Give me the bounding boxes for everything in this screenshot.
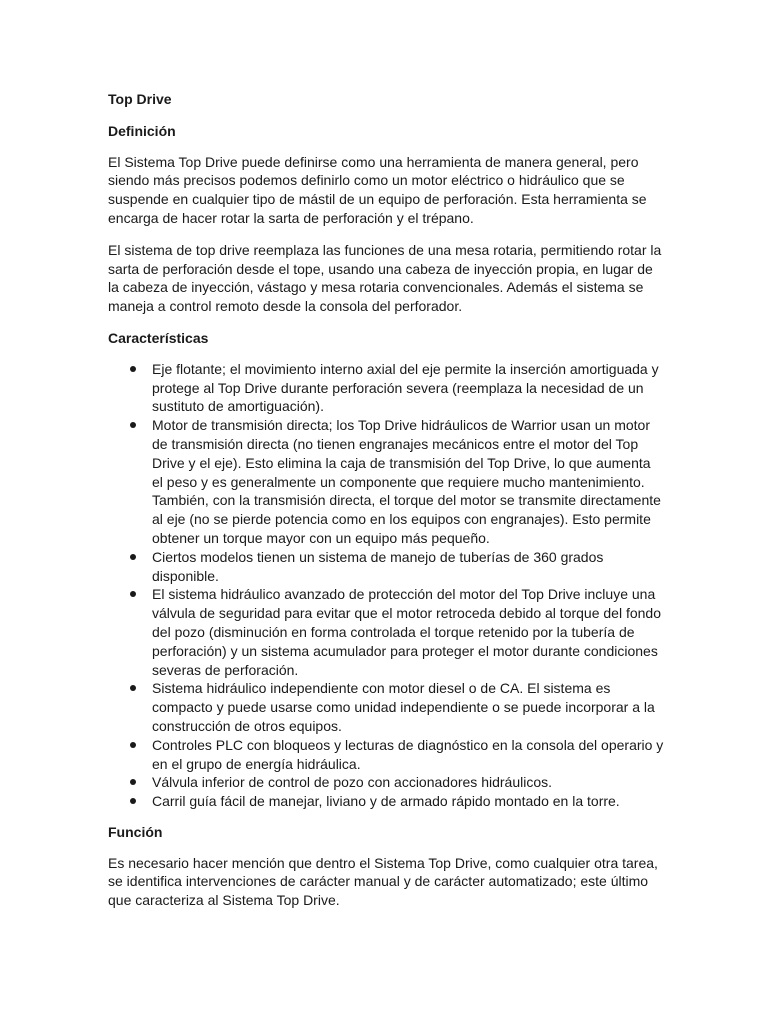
bullet-icon	[130, 779, 136, 785]
section-heading-funcion: Función	[108, 823, 163, 840]
bullet-icon	[130, 591, 136, 597]
bullet-icon	[130, 422, 136, 428]
list-item	[108, 736, 664, 774]
list-item-text: Controles PLC con bloqueos y lecturas de diagnóstico en la consola del operario y en el grupo de energía hidráulica.	[152, 736, 664, 772]
list-item	[108, 416, 664, 548]
document-page	[108, 90, 664, 923]
paragraph: El Sistema Top Drive puede definirse como una herramienta de manera general, pero siendo más precisos podemos definirlo como un motor eléctrico o hidráulico que se suspende en cualquier tipo de mástil de un equipo de perforación. Esta herramienta se encarga de hacer rotar la sarta de perforación y el trépano.	[108, 153, 647, 226]
section-caracteristicas	[108, 329, 664, 811]
bullet-icon	[130, 798, 136, 804]
list-item	[108, 792, 664, 811]
list-item-text: Válvula inferior de control de pozo con accionadores hidráulicos.	[152, 774, 553, 791]
bullet-icon	[130, 366, 136, 372]
list-item	[108, 360, 664, 416]
list-item	[108, 773, 664, 792]
bullet-icon	[130, 685, 136, 691]
section-definicion	[108, 122, 664, 316]
bullet-icon	[130, 554, 136, 560]
list-item-text: Eje flotante; el movimiento interno axial del eje permite la inserción amortiguada y protege al Top Drive durante perforación severa (reemplaza la necesidad de un sustituto de amortiguación).	[152, 360, 659, 415]
list-item-text: Sistema hidráulico independiente con motor diesel o de CA. El sistema es compacto y puede usarse como unidad independiente o se puede incorporar a la construcción de otros equipos.	[152, 680, 655, 734]
list-item-text: Carril guía fácil de manejar, liviano y de armado rápido montado en la torre.	[152, 793, 620, 810]
section-funcion	[108, 823, 664, 910]
list-item	[108, 548, 664, 586]
paragraph: El sistema de top drive reemplaza las funciones de una mesa rotaria, permitiendo rotar la sarta de perforación desde el tope, usando una cabeza de inyección propia, en lugar de la cabeza de inyección, vástago y mesa rotaria convencionales. Además el sistema se maneja a control remoto desde la consola del perforador.	[108, 241, 662, 315]
list-item	[108, 679, 664, 735]
section-heading-caracteristicas: Características	[108, 329, 209, 346]
section-heading-definicion: Definición	[108, 122, 176, 139]
list-item-text: Motor de transmisión directa; los Top Drive hidráulicos de Warrior usan un motor de transmisión directa (no tienen engranajes mecánicos entre el motor del Top Drive y el eje). Esto elimina la caja de transmisión del Top Drive, lo que aumenta el peso y es generalmente un componente que requiere mucho mantenimiento. También, con la transmisión directa, el torque del motor se transmite directamente al eje (no se pierde potencia como en los equipos con engranajes). Esto permite obtener un torque mayor con un equipo más pequeño.	[152, 417, 661, 546]
list-item-text: El sistema hidráulico avanzado de protección del motor del Top Drive incluye una válvula de seguridad para evitar que el motor retroceda debido al torque del fondo del pozo (disminución en forma controlada el torque retenido por la tubería de perforación) y un sistema acumulador para proteger el motor durante condiciones severas de perforación.	[152, 586, 661, 678]
paragraph: Es necesario hacer mención que dentro el Sistema Top Drive, como cualquier otra tarea, se identifica intervenciones de carácter manual y de carácter automatizado; este último que caracteriza al Sistema Top Drive.	[108, 854, 658, 909]
bullet-icon	[130, 742, 136, 748]
document-title: Top Drive	[108, 91, 172, 107]
list-item-text: Ciertos modelos tienen un sistema de manejo de tuberías de 360 grados disponible.	[152, 548, 604, 584]
features-list	[108, 360, 664, 811]
list-item	[108, 585, 664, 679]
